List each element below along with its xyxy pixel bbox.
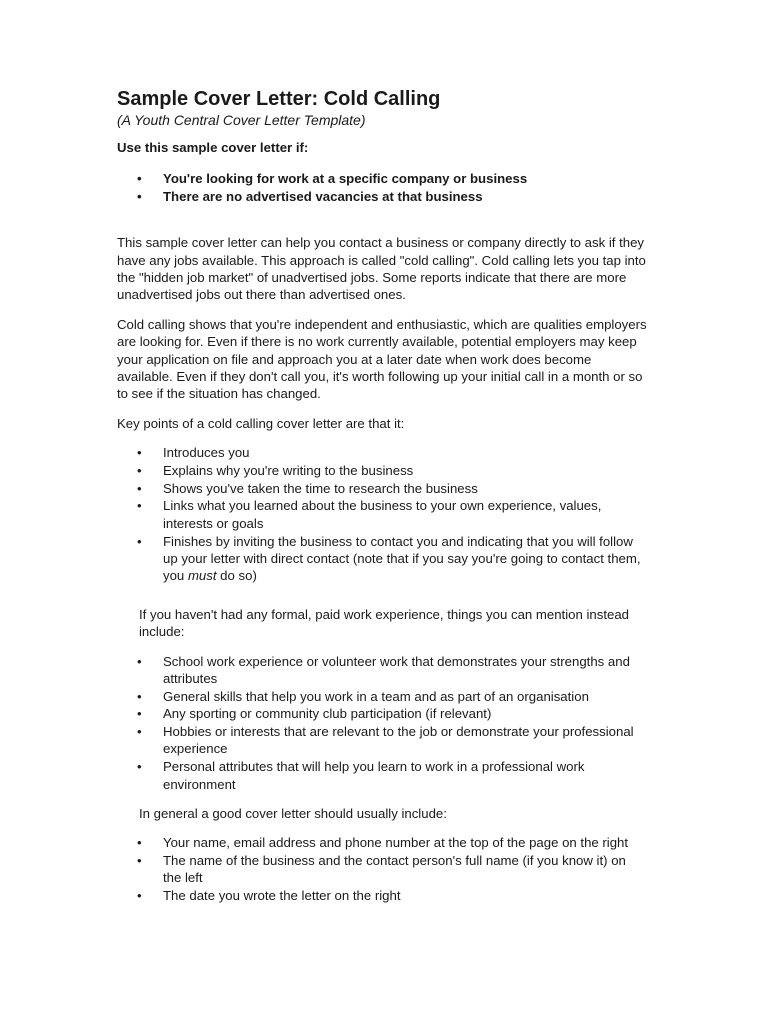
list-item: • There are no advertised vacancies at that business [137,188,483,204]
list-item: • Links what you learned about the business to your own experience, values, interests or goals [137,498,602,531]
page-subtitle: (A Youth Central Cover Letter Template) [117,112,366,128]
paragraph-general: In general a good cover letter should usually include: [139,805,447,821]
list-item: • Hobbies or interests that are relevant to the job or demonstrate your professional experience [137,724,634,757]
paragraph-no-experience: If you haven't had any formal, paid work experience, things you can mention instead include: [139,606,630,640]
list-item: • The date you wrote the letter on the right [137,888,401,904]
bullet-icon: • [137,759,142,775]
list-item: • Introduces you [137,445,250,461]
key-points-list [117,444,647,584]
paragraph-cold-calling: Cold calling shows that you're independent and enthusiastic, which are qualities employers are looking for. Even if there is no work currently available, potential employers may keep your application on file and approach you at a later date when work does become available. Even if they don't call you, it's worth following up your initial call in a month or so to see if the situation has changed. [117,316,647,402]
bullet-icon: • [137,724,142,740]
letter-includes-list [117,834,647,904]
bullet-icon: • [137,853,142,869]
bullet-icon: • [137,835,142,851]
list-item: • The name of the business and the contact person's full name (if you know it) on the left [137,853,626,886]
list-item: • General skills that help you work in a team and as part of an organisation [137,688,589,704]
intro-heading: Use this sample cover letter if: [117,140,309,155]
emphasis-must: must [187,568,217,584]
list-item: • Your name, email address and phone number at the top of the page on the right [137,835,629,851]
list-item: • You're looking for work at a specific company or business [137,171,528,187]
bullet-icon: • [137,888,142,904]
bullet-icon: • [137,171,142,187]
page-title: Sample Cover Letter: Cold Calling [117,88,441,110]
paragraph-key-points: Key points of a cold calling cover letter are that it: [117,415,405,431]
bullet-icon: • [137,533,142,549]
list-item: • Explains why you're writing to the business [137,462,414,478]
bullet-icon: • [137,688,142,704]
bullet-icon: • [137,480,142,496]
intro-list [117,170,647,205]
list-item: • Finishes by inviting the business to contact you and indicating that you will follow up your letter with direct contact (note that if you say you're going to contact them, you must do so) [137,533,641,584]
list-item: • Any sporting or community club participation (if relevant) [137,706,492,722]
list-item: • School work experience or volunteer work that demonstrates your strengths and attributes [137,653,630,686]
paragraph-intro: This sample cover letter can help you contact a business or company directly to ask if they have any jobs available. This approach is called "cold calling". Cold calling lets you tap into the "hidden job market" of unadvertised jobs. Some reports indicate that there are more unadvertised jobs out there than advertised ones. [117,235,646,303]
list-item: • Personal attributes that will help you learn to work in a professional work environment [137,759,585,792]
list-item: • Shows you've taken the time to research the business [137,480,478,496]
bullet-icon: • [137,706,142,722]
document-page [117,86,647,905]
experience-alternatives-list [117,653,647,793]
bullet-icon: • [137,462,142,478]
bullet-icon: • [137,188,142,204]
bullet-icon: • [137,653,142,669]
bullet-icon: • [137,498,142,514]
bullet-icon: • [137,445,142,461]
